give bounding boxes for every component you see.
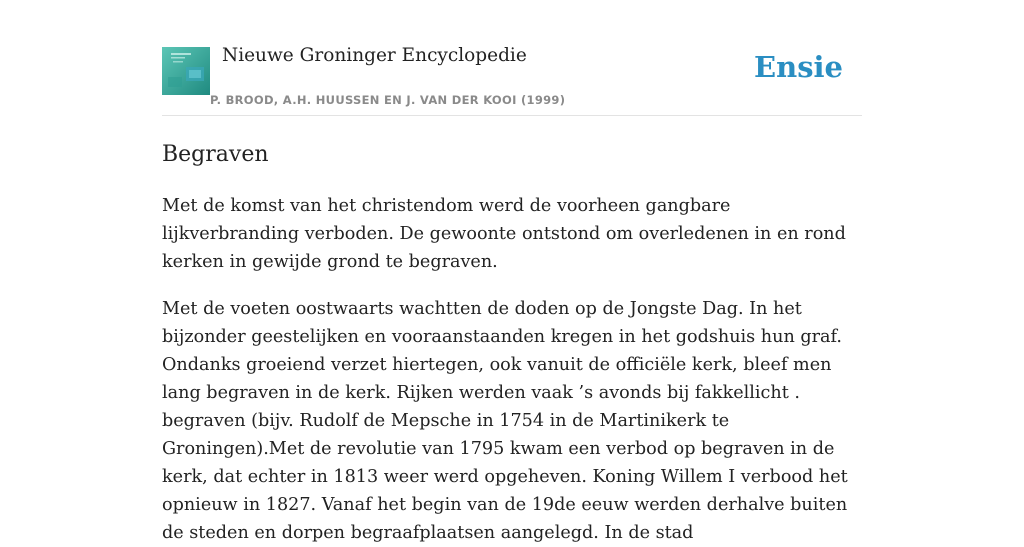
source-header [162,0,862,116]
book-title[interactable]: Nieuwe Groninger Encyclopedie [222,45,527,66]
ensie-logo-link[interactable]: Ensie [754,50,843,84]
article-title: Begraven [162,142,269,167]
article-paragraph-1: Met de komst van het christendom werd de voorheen gangbare lijkverbranding verboden. De gewoonte ontstond om overledenen in en rond kerken in gewijde grond te begraven. [162,196,846,272]
book-cover-thumbnail[interactable] [162,47,210,95]
article-paragraph-2: Met de voeten oostwaarts wachtten de doden op de Jongste Dag. In het bijzonder geestelijken en vooraanstaanden kregen in het godshuis hun graf. Ondanks groeiend verzet hiertegen, ook vanuit de officiële kerk, bleef men lang begraven in de kerk. Rijken werden vaak ’s avonds bij fakkellicht . begraven (bijv. Rudolf de Mepsche in 1754 in de Martinikerk te Groningen).Met de revolutie van 1795 kwam een verbod op begraven in de kerk, dat echter in 1813 weer werd opgeheven. Koning Willem I verbood het opnieuw in 1827. Vanaf het begin van de 19de eeuw werden derhalve buiten de steden en dorpen begraafplaatsen aangelegd. In de stad [162,299,848,543]
book-authors: P. BROOD, A.H. HUUSSEN EN J. VAN DER KOOI (1999) [210,93,566,107]
content-column [162,0,862,547]
article-body [162,192,862,547]
book-cover-image [162,47,210,95]
